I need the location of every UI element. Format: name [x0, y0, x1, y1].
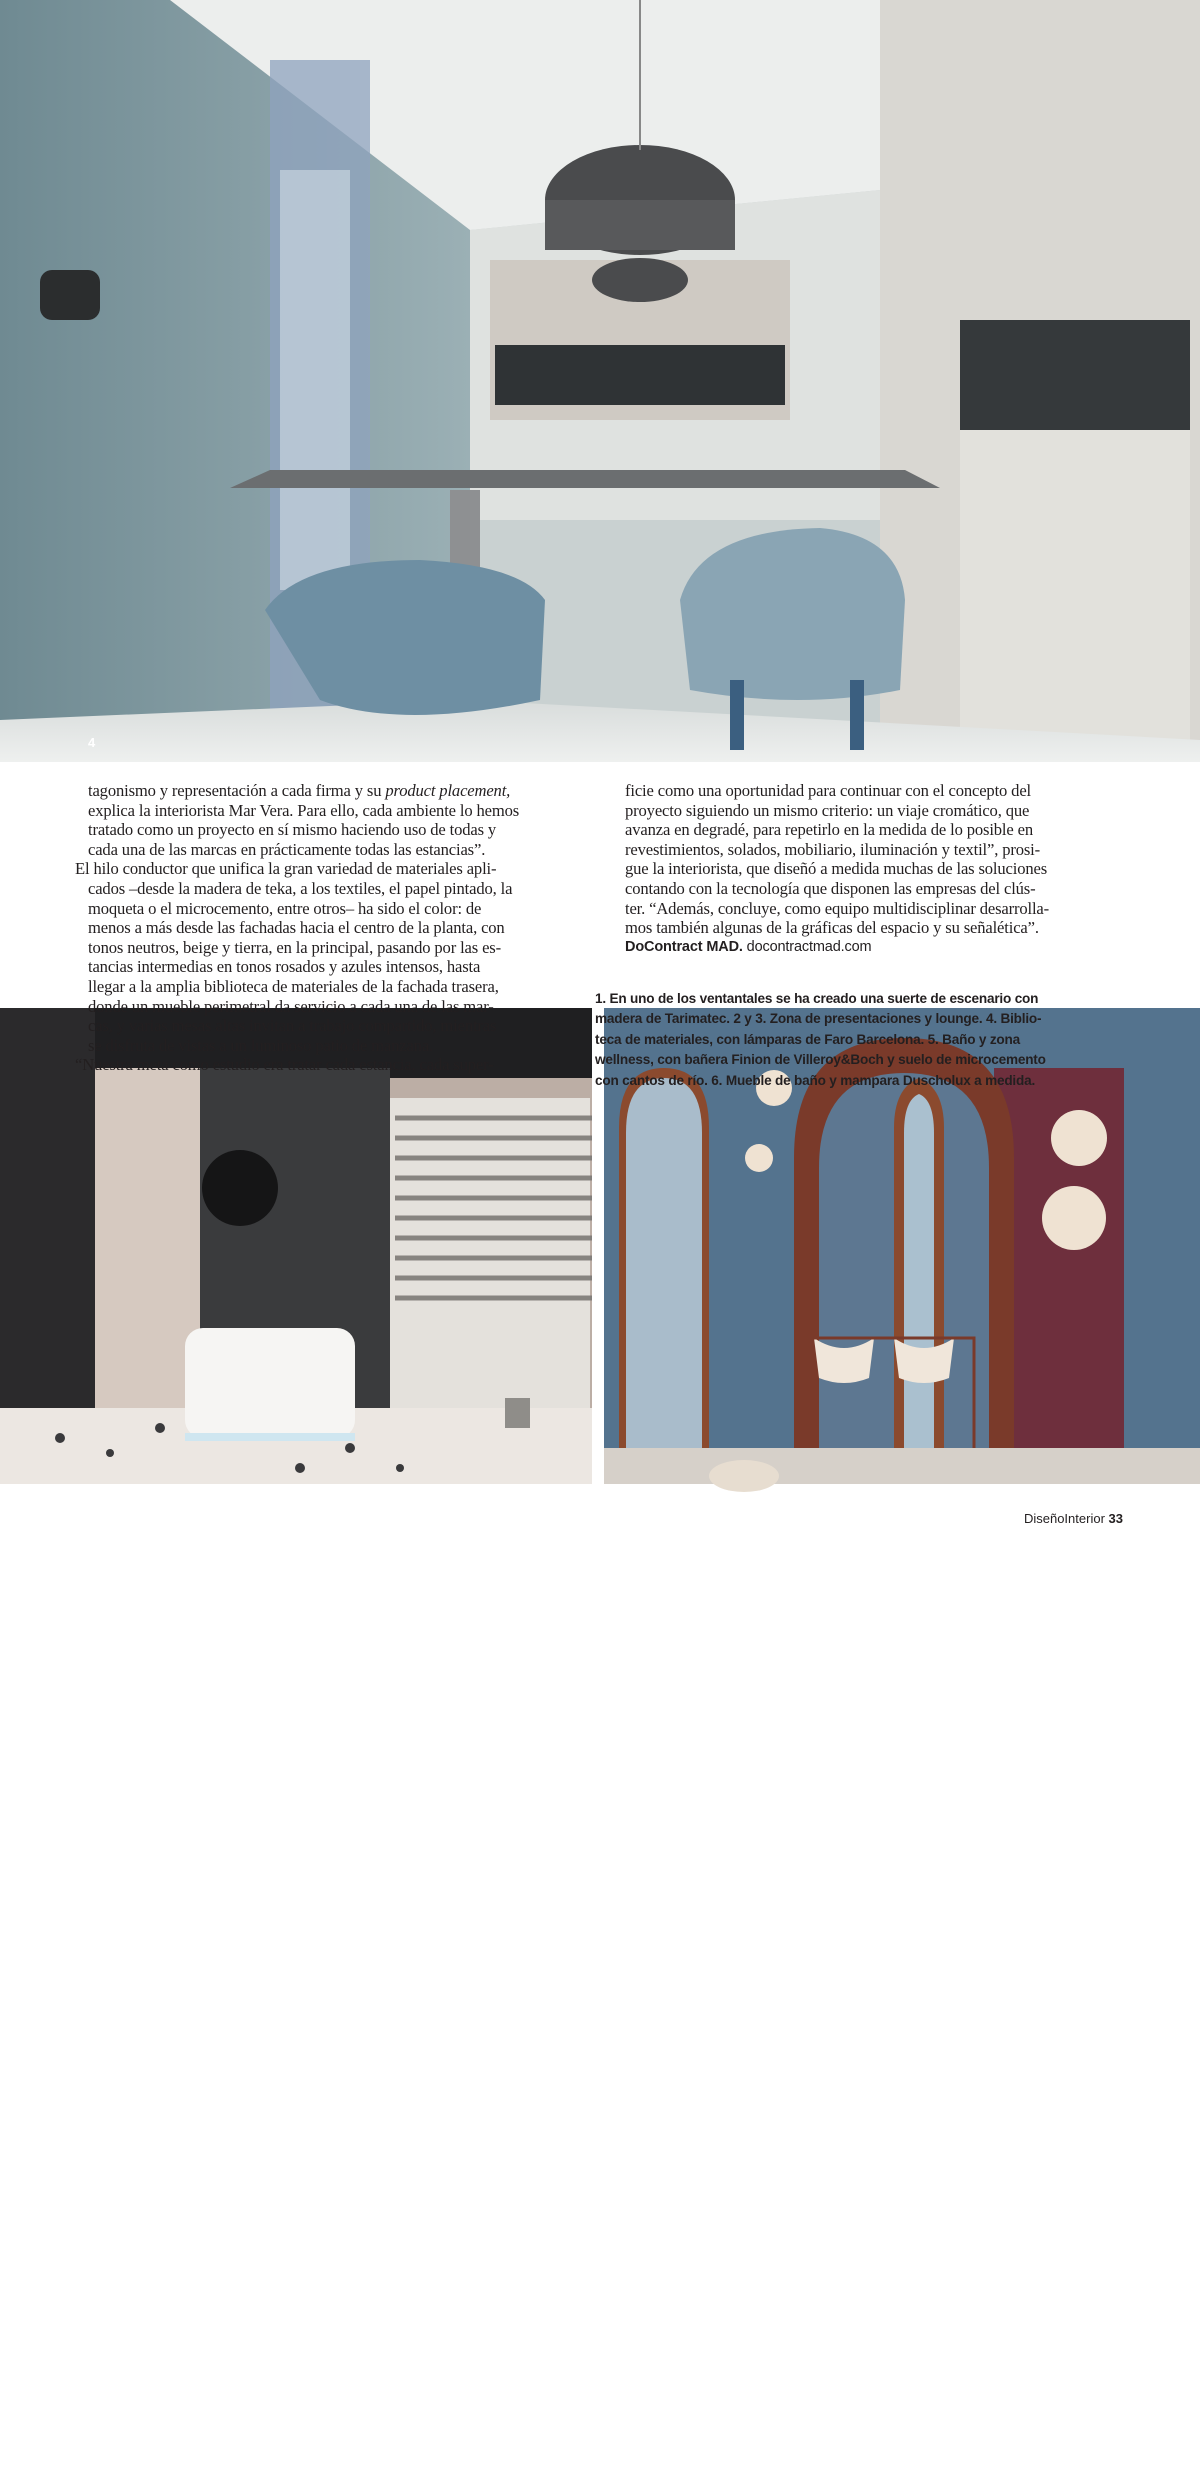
body-line [88, 781, 588, 801]
body-line: proyecto siguiendo un mismo criterio: un viaje cromático, que [625, 800, 1030, 820]
photo-6-number: 6 [615, 2463, 623, 2478]
body-line: tancias intermedias en tonos rosados y azules intensos, hasta [88, 957, 481, 977]
photo-captions [595, 989, 1135, 1091]
magazine-name: DiseñoInterior [1023, 1511, 1105, 1526]
body-line: revestimientos, solados, mobiliario, iluminación y textil”, prosi- [625, 839, 1041, 859]
photo-5 [0, 1008, 592, 2478]
body-line: tratado como un proyecto en sí mismo haciendo uso de todas y [88, 820, 497, 840]
body-text-right [595, 781, 1135, 957]
body-line: gue la interiorista, que diseñó a medida muchas de las soluciones [625, 859, 1048, 879]
body-line: donde un mueble perimetral da servicio a cada una de las mar- [88, 996, 494, 1016]
page-number: 33 [1108, 1511, 1123, 1526]
caption-line: 1. En uno de los ventantales se ha creado una suerte de escenario con [595, 991, 1039, 1006]
body-text-fragment: tagonismo y representación a cada firma y su [88, 781, 386, 800]
caption-line: wellness, con bañera Finion de Villeroy&Boch y suelo de microcemento [595, 1052, 1046, 1068]
body-line: cados –desde la madera de teka, a los textiles, el papel pintado, la [88, 878, 513, 898]
page-folio [1024, 1511, 1123, 1526]
body-line: menos a más desde las fachadas hacia el centro de la planta, con [88, 918, 505, 938]
body-line: “Nuestra meta como estudio era tratar cada estancia, cada super- [75, 1055, 494, 1075]
body-line: llegar a la amplia biblioteca de materiales de la fachada trasera, [88, 976, 499, 996]
caption-line: madera de Tarimatec. 2 y 3. Zona de presentaciones y lounge. 4. Biblio- [595, 1011, 1042, 1027]
body-line: tonos neutros, beige y tierra, en la principal, pasando por las es- [88, 937, 501, 957]
photo-5-image [0, 1008, 592, 1484]
caption-line: con cantos de río. 6. Mueble de baño y mampara Duscholux a medida. [595, 1072, 1036, 1088]
body-line: cas, y varias mesas altas invitan a trabajo compartido, mientras [88, 1016, 497, 1036]
photo-4-image [0, 0, 1200, 762]
photo-4 [0, 0, 1200, 762]
credit-name: DoContract MAD. [625, 938, 743, 955]
body-line: moqueta o el microcemento, entre otros– ha sido el color: de [88, 898, 482, 918]
caption-line: teca de materiales, con lámparas de Faro Barcelona. 5. Baño y zona [595, 1031, 1020, 1047]
body-line: se disfruta de vistas a un luminoso patio de manzana. [88, 1035, 434, 1055]
body-line: explica la interiorista Mar Vera. Para ello, cada ambiente lo hemos [88, 800, 520, 820]
body-line: cada una de las marcas en prácticamente todas las estancias”. [88, 839, 486, 859]
body-line: avanza en degradé, para repetirlo en la medida de lo posible en [625, 820, 1033, 840]
body-line: ficie como una oportunidad para continuar con el concepto del [625, 781, 1031, 800]
body-line: ter. “Además, concluye, como equipo multidisciplinar desarrolla- [625, 898, 1050, 918]
body-italic-term: product placement, [385, 781, 511, 800]
body-line: mos también algunas de la gráficas del espacio y su señalética”. [625, 918, 1039, 938]
photo-4-number: 4 [88, 735, 96, 750]
body-text-left [75, 781, 588, 1075]
credit-line [625, 938, 1135, 958]
credit-url[interactable]: docontractmad.com [746, 938, 872, 955]
photo-5-number: 5 [88, 2463, 96, 2478]
body-line: contando con la tecnología que disponen las empresas del clús- [625, 878, 1036, 898]
body-line: El hilo conductor que unifica la gran variedad de materiales apli- [75, 859, 497, 879]
